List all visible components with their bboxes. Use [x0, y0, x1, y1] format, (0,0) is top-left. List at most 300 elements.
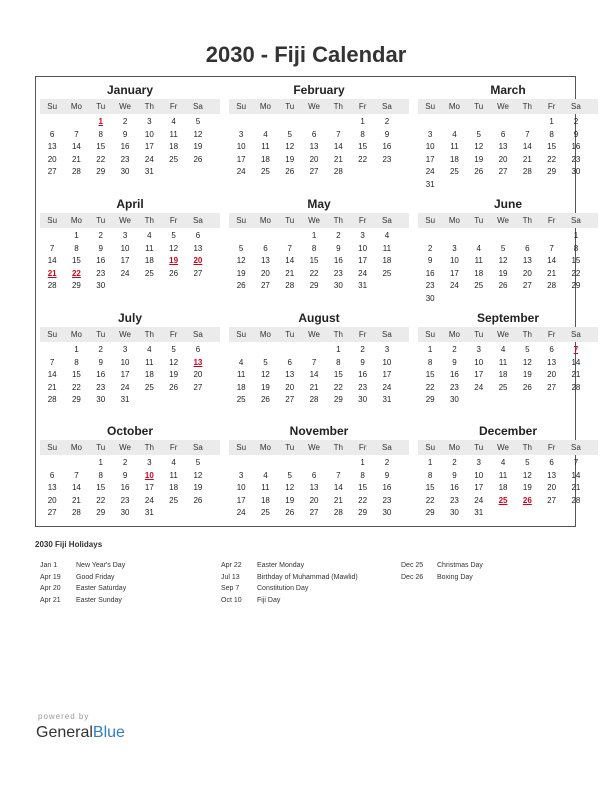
- day-cell: 1: [74, 345, 79, 354]
- day-cell: 4: [500, 458, 506, 467]
- weekday-label: We: [119, 330, 131, 339]
- day-cell: 8: [360, 470, 365, 480]
- week-row: [418, 457, 598, 470]
- day-cell: 17: [120, 370, 130, 379]
- day-cell: 3: [452, 243, 457, 253]
- holiday-day: 19: [169, 256, 179, 265]
- day-cell: 22: [96, 495, 106, 505]
- day-cell: 4: [171, 117, 176, 126]
- day-cell: 24: [236, 508, 246, 517]
- day-cell: [229, 230, 253, 243]
- day-cell: 1: [427, 345, 433, 354]
- week-row: [418, 166, 598, 179]
- weekday-label: Su: [425, 102, 436, 111]
- day-cell: 30: [333, 281, 343, 290]
- day-cell: 4: [238, 357, 244, 367]
- day-cell: 22: [425, 495, 435, 505]
- day-cell: 31: [144, 167, 154, 176]
- weekday-header: [418, 99, 598, 114]
- day-grid: [229, 342, 409, 407]
- day-cell: 28: [333, 508, 343, 517]
- week-row: [418, 129, 598, 142]
- day-cell: 7: [49, 243, 55, 253]
- day-cell: 6: [195, 231, 201, 240]
- month-july: [40, 311, 220, 407]
- day-cell: 4: [384, 231, 390, 240]
- day-cell: 4: [263, 470, 268, 480]
- day-grid: [40, 342, 220, 407]
- weekday-label: Sa: [382, 102, 392, 111]
- weekday-label: We: [308, 102, 320, 111]
- logo-general: General: [36, 724, 93, 741]
- weekday-header: [418, 327, 598, 342]
- day-cell: 9: [98, 357, 103, 367]
- day-cell: 21: [71, 495, 81, 505]
- holiday-name: Christmas Day: [437, 562, 483, 569]
- day-cell: 16: [449, 370, 459, 379]
- day-cell: 27: [260, 281, 270, 290]
- week-row: [229, 495, 409, 508]
- day-cell: 5: [500, 243, 506, 253]
- month-name: December: [478, 424, 538, 438]
- day-cell: 25: [236, 395, 246, 404]
- day-cell: 3: [427, 129, 433, 139]
- day-cell: 7: [336, 129, 341, 139]
- week-row: [40, 470, 220, 483]
- holiday-name: Easter Saturday: [76, 585, 127, 593]
- day-cell: 6: [311, 470, 317, 480]
- day-cell: [564, 293, 588, 306]
- day-cell: 20: [309, 154, 319, 164]
- weekday-label: We: [308, 330, 320, 339]
- holiday-name: Good Friday: [76, 573, 115, 581]
- month-december: [418, 424, 598, 520]
- day-grid: [40, 455, 220, 520]
- month-name: February: [293, 83, 345, 97]
- week-row: [229, 457, 409, 470]
- week-row: [418, 344, 598, 357]
- month-november: [229, 424, 409, 520]
- day-cell: [40, 344, 64, 357]
- day-cell: 15: [358, 142, 368, 151]
- day-cell: 24: [144, 154, 154, 164]
- weekday-label: Sa: [571, 102, 581, 111]
- day-cell: 26: [285, 508, 295, 517]
- day-grid: [40, 114, 220, 179]
- day-cell: 15: [96, 142, 106, 151]
- weekday-label: Tu: [285, 102, 295, 111]
- day-cell: 27: [193, 268, 203, 278]
- holiday-item: [401, 572, 483, 584]
- day-cell: [491, 507, 515, 520]
- day-cell: 19: [285, 495, 295, 505]
- day-cell: 11: [169, 470, 178, 480]
- day-cell: 22: [333, 382, 343, 392]
- day-cell: 5: [263, 357, 268, 367]
- day-cell: 28: [522, 167, 532, 176]
- day-cell: 7: [74, 470, 79, 480]
- day-cell: 14: [71, 142, 81, 151]
- day-cell: 13: [547, 357, 557, 367]
- day-cell: 18: [498, 483, 508, 492]
- day-cell: 26: [522, 382, 532, 392]
- day-cell: 20: [47, 154, 57, 164]
- day-cell: 2: [360, 345, 365, 354]
- holiday-day: 25: [498, 495, 508, 505]
- day-cell: 6: [195, 345, 201, 354]
- day-cell: 15: [71, 370, 81, 379]
- day-cell: 17: [144, 142, 154, 151]
- holiday-item: [40, 595, 126, 607]
- weekday-label: Sa: [571, 443, 581, 452]
- day-cell: 2: [336, 231, 341, 240]
- day-cell: [515, 230, 539, 243]
- day-cell: 26: [169, 268, 179, 278]
- weekday-label: Th: [144, 102, 154, 111]
- weekday-header: [418, 213, 598, 228]
- day-cell: 18: [260, 154, 270, 164]
- day-cell: 19: [193, 483, 203, 492]
- weekday-label: We: [119, 216, 131, 225]
- day-cell: 23: [571, 154, 581, 164]
- week-row: [40, 154, 220, 167]
- month-april: [40, 197, 220, 293]
- day-grid: [229, 228, 409, 293]
- weekday-header: [229, 327, 409, 342]
- day-cell: 16: [120, 142, 130, 151]
- day-cell: 23: [449, 382, 459, 392]
- day-cell: 3: [147, 117, 152, 126]
- day-cell: 1: [360, 458, 365, 467]
- week-row: [229, 357, 409, 370]
- weekday-label: Th: [333, 443, 343, 452]
- weekday-label: Su: [425, 216, 436, 225]
- week-row: [229, 116, 409, 129]
- day-cell: [515, 507, 539, 520]
- day-cell: 18: [498, 370, 508, 379]
- day-cell: 13: [193, 243, 203, 253]
- day-cell: [375, 280, 399, 293]
- day-cell: 3: [122, 231, 128, 240]
- day-cell: 4: [171, 458, 176, 467]
- day-cell: 10: [474, 470, 484, 480]
- day-cell: [326, 116, 350, 129]
- day-cell: 27: [309, 508, 319, 517]
- holiday-day: 20: [193, 256, 203, 265]
- day-cell: 11: [498, 357, 508, 367]
- day-cell: 28: [71, 167, 81, 176]
- day-cell: 10: [236, 142, 246, 151]
- week-row: [229, 154, 409, 167]
- day-cell: 4: [147, 231, 152, 240]
- day-cell: 1: [573, 231, 579, 240]
- day-cell: 31: [474, 508, 484, 517]
- day-cell: [40, 457, 64, 470]
- day-cell: [302, 344, 326, 357]
- day-cell: [278, 230, 302, 243]
- day-cell: 16: [333, 256, 343, 265]
- day-cell: 14: [571, 357, 581, 367]
- day-cell: 18: [474, 268, 484, 278]
- day-cell: 12: [522, 357, 532, 367]
- day-cell: 19: [474, 154, 484, 164]
- day-cell: 26: [260, 395, 270, 404]
- day-cell: 17: [425, 154, 435, 164]
- month-name: November: [289, 424, 349, 438]
- day-cell: 7: [336, 470, 341, 480]
- day-cell: 18: [382, 256, 392, 265]
- week-row: [418, 293, 598, 306]
- day-cell: 15: [309, 256, 319, 265]
- day-cell: 8: [74, 243, 79, 253]
- day-cell: 20: [193, 370, 203, 379]
- weekday-label: Tu: [474, 102, 484, 111]
- week-row: [40, 116, 220, 129]
- day-cell: 14: [47, 370, 57, 379]
- day-cell: 6: [49, 470, 55, 480]
- day-cell: 28: [571, 382, 581, 392]
- day-cell: [137, 280, 161, 293]
- generalblue-logo[interactable]: [36, 724, 125, 742]
- day-cell: [491, 394, 515, 407]
- day-cell: 24: [449, 281, 459, 290]
- weekday-label: Mo: [70, 443, 82, 452]
- day-cell: [539, 179, 563, 192]
- day-cell: 17: [358, 256, 368, 265]
- week-row: [229, 369, 409, 382]
- day-cell: 2: [452, 345, 457, 354]
- holiday-date: Jan 1: [40, 562, 58, 569]
- week-row: [418, 243, 598, 256]
- day-cell: 31: [425, 179, 435, 189]
- month-june: [418, 197, 598, 305]
- day-cell: 25: [144, 382, 154, 392]
- day-cell: [64, 457, 88, 470]
- day-cell: 30: [382, 508, 392, 517]
- day-cell: 4: [500, 345, 506, 354]
- week-row: [418, 230, 598, 243]
- day-cell: 10: [474, 357, 484, 367]
- day-cell: 13: [309, 483, 319, 492]
- weekday-label: Th: [144, 216, 154, 225]
- holiday-item: [221, 595, 358, 607]
- day-cell: 23: [382, 495, 392, 505]
- day-cell: 22: [71, 382, 81, 392]
- day-cell: 30: [425, 293, 435, 303]
- day-cell: 25: [498, 382, 508, 392]
- day-cell: 9: [122, 470, 128, 480]
- weekday-header: [229, 99, 409, 114]
- day-cell: 14: [47, 256, 57, 265]
- day-cell: 21: [571, 370, 581, 379]
- week-row: [229, 230, 409, 243]
- day-cell: 5: [195, 117, 201, 126]
- week-row: [229, 141, 409, 154]
- day-cell: [113, 280, 137, 293]
- month-name: August: [298, 311, 340, 325]
- day-cell: 17: [449, 268, 459, 278]
- day-cell: 6: [549, 458, 554, 467]
- holiday-day: 26: [522, 495, 532, 505]
- day-cell: 11: [498, 470, 508, 480]
- day-cell: [467, 179, 491, 192]
- day-cell: 26: [236, 281, 246, 290]
- day-cell: 26: [193, 495, 203, 505]
- day-cell: 22: [425, 382, 435, 392]
- day-cell: 15: [96, 483, 106, 492]
- holiday-item: [40, 583, 126, 595]
- day-cell: 2: [452, 458, 457, 467]
- day-cell: 2: [384, 117, 390, 126]
- week-row: [40, 482, 220, 495]
- day-cell: 16: [571, 142, 581, 151]
- weekday-label: Mo: [259, 216, 271, 225]
- holiday-column: [40, 560, 126, 607]
- day-cell: 30: [120, 167, 130, 176]
- day-cell: 31: [120, 395, 130, 404]
- day-cell: 24: [358, 268, 368, 278]
- weekday-label: Su: [47, 102, 58, 111]
- day-cell: [539, 394, 563, 407]
- holiday-column: [221, 560, 358, 607]
- day-cell: [467, 116, 491, 129]
- day-cell: [467, 230, 491, 243]
- day-cell: 6: [49, 129, 55, 139]
- day-cell: [539, 230, 563, 243]
- day-cell: 28: [47, 395, 57, 404]
- month-name: May: [307, 197, 331, 211]
- week-row: [229, 394, 409, 407]
- holiday-item: [401, 560, 483, 572]
- holiday-name: Easter Monday: [257, 562, 305, 569]
- day-cell: 29: [96, 167, 106, 176]
- day-cell: 23: [425, 281, 435, 290]
- day-cell: 26: [474, 167, 484, 176]
- day-cell: 19: [285, 154, 295, 164]
- weekday-label: We: [497, 443, 509, 452]
- day-cell: [229, 116, 253, 129]
- day-cell: 7: [287, 243, 292, 253]
- day-cell: 14: [333, 142, 343, 151]
- week-row: [40, 280, 220, 293]
- day-cell: 21: [47, 382, 57, 392]
- day-cell: 15: [547, 142, 557, 151]
- weekday-label: Mo: [70, 216, 82, 225]
- week-row: [40, 495, 220, 508]
- day-cell: 21: [571, 483, 581, 492]
- day-cell: 29: [309, 281, 319, 290]
- day-cell: 21: [309, 382, 319, 392]
- week-row: [229, 507, 409, 520]
- month-march: [418, 83, 598, 191]
- day-cell: 13: [47, 483, 57, 492]
- day-cell: 16: [382, 483, 392, 492]
- day-cell: 16: [425, 268, 435, 278]
- holiday-name: Boxing Day: [437, 573, 473, 581]
- week-row: [418, 470, 598, 483]
- day-cell: 16: [382, 142, 392, 151]
- day-cell: 14: [522, 142, 532, 151]
- month-name: April: [116, 197, 144, 211]
- day-cell: 27: [47, 167, 57, 176]
- week-row: [418, 268, 598, 281]
- day-cell: 2: [573, 117, 579, 126]
- day-cell: 12: [169, 243, 179, 253]
- weekday-label: Fr: [169, 216, 178, 225]
- day-cell: [229, 344, 253, 357]
- day-cell: [186, 394, 210, 407]
- day-cell: [161, 507, 185, 520]
- weekday-label: Sa: [193, 216, 203, 225]
- day-cell: 3: [147, 458, 152, 467]
- day-cell: 23: [358, 382, 368, 392]
- day-cell: 30: [449, 508, 459, 517]
- weekday-label: We: [308, 216, 320, 225]
- day-cell: 4: [452, 129, 457, 139]
- day-cell: 30: [449, 395, 459, 404]
- day-cell: 29: [96, 508, 106, 517]
- weekday-label: Tu: [285, 330, 295, 339]
- weekday-label: Fr: [547, 102, 556, 111]
- day-cell: 20: [260, 268, 270, 278]
- day-cell: 22: [358, 154, 368, 164]
- day-cell: [491, 293, 515, 306]
- day-cell: 12: [236, 256, 246, 265]
- month-september: [418, 311, 598, 407]
- day-cell: 8: [573, 243, 579, 253]
- weekday-label: Su: [425, 330, 436, 339]
- week-row: [40, 255, 220, 268]
- day-cell: [515, 394, 539, 407]
- day-cell: 9: [452, 357, 457, 367]
- holiday-date: Jul 13: [221, 573, 240, 581]
- day-grid: [229, 455, 409, 520]
- day-cell: [539, 507, 563, 520]
- day-cell: 24: [474, 495, 484, 505]
- day-cell: 2: [98, 231, 103, 240]
- month-february: [229, 83, 409, 179]
- day-cell: 26: [193, 154, 203, 164]
- day-cell: 29: [425, 395, 435, 404]
- day-cell: 28: [309, 395, 319, 404]
- day-cell: [161, 280, 185, 293]
- day-cell: 30: [96, 395, 106, 404]
- day-cell: 3: [360, 231, 365, 240]
- day-cell: 10: [382, 357, 392, 367]
- weekday-label: Tu: [474, 443, 484, 452]
- day-cell: [229, 457, 253, 470]
- day-cell: 11: [169, 129, 178, 139]
- weekday-header: [40, 99, 220, 114]
- day-cell: 25: [144, 268, 154, 278]
- day-cell: [278, 344, 302, 357]
- day-cell: 27: [193, 382, 203, 392]
- weekday-label: Su: [236, 216, 247, 225]
- day-cell: 12: [285, 483, 295, 492]
- day-cell: 27: [547, 495, 557, 505]
- day-cell: 17: [144, 483, 154, 492]
- day-cell: 9: [427, 256, 433, 265]
- day-cell: 21: [71, 154, 81, 164]
- day-cell: 19: [169, 370, 179, 379]
- day-cell: [186, 507, 210, 520]
- week-row: [229, 268, 409, 281]
- day-cell: 3: [476, 458, 481, 467]
- day-cell: 17: [382, 370, 392, 379]
- weekday-label: Su: [47, 443, 58, 452]
- day-cell: 27: [547, 382, 557, 392]
- day-cell: 12: [522, 470, 532, 480]
